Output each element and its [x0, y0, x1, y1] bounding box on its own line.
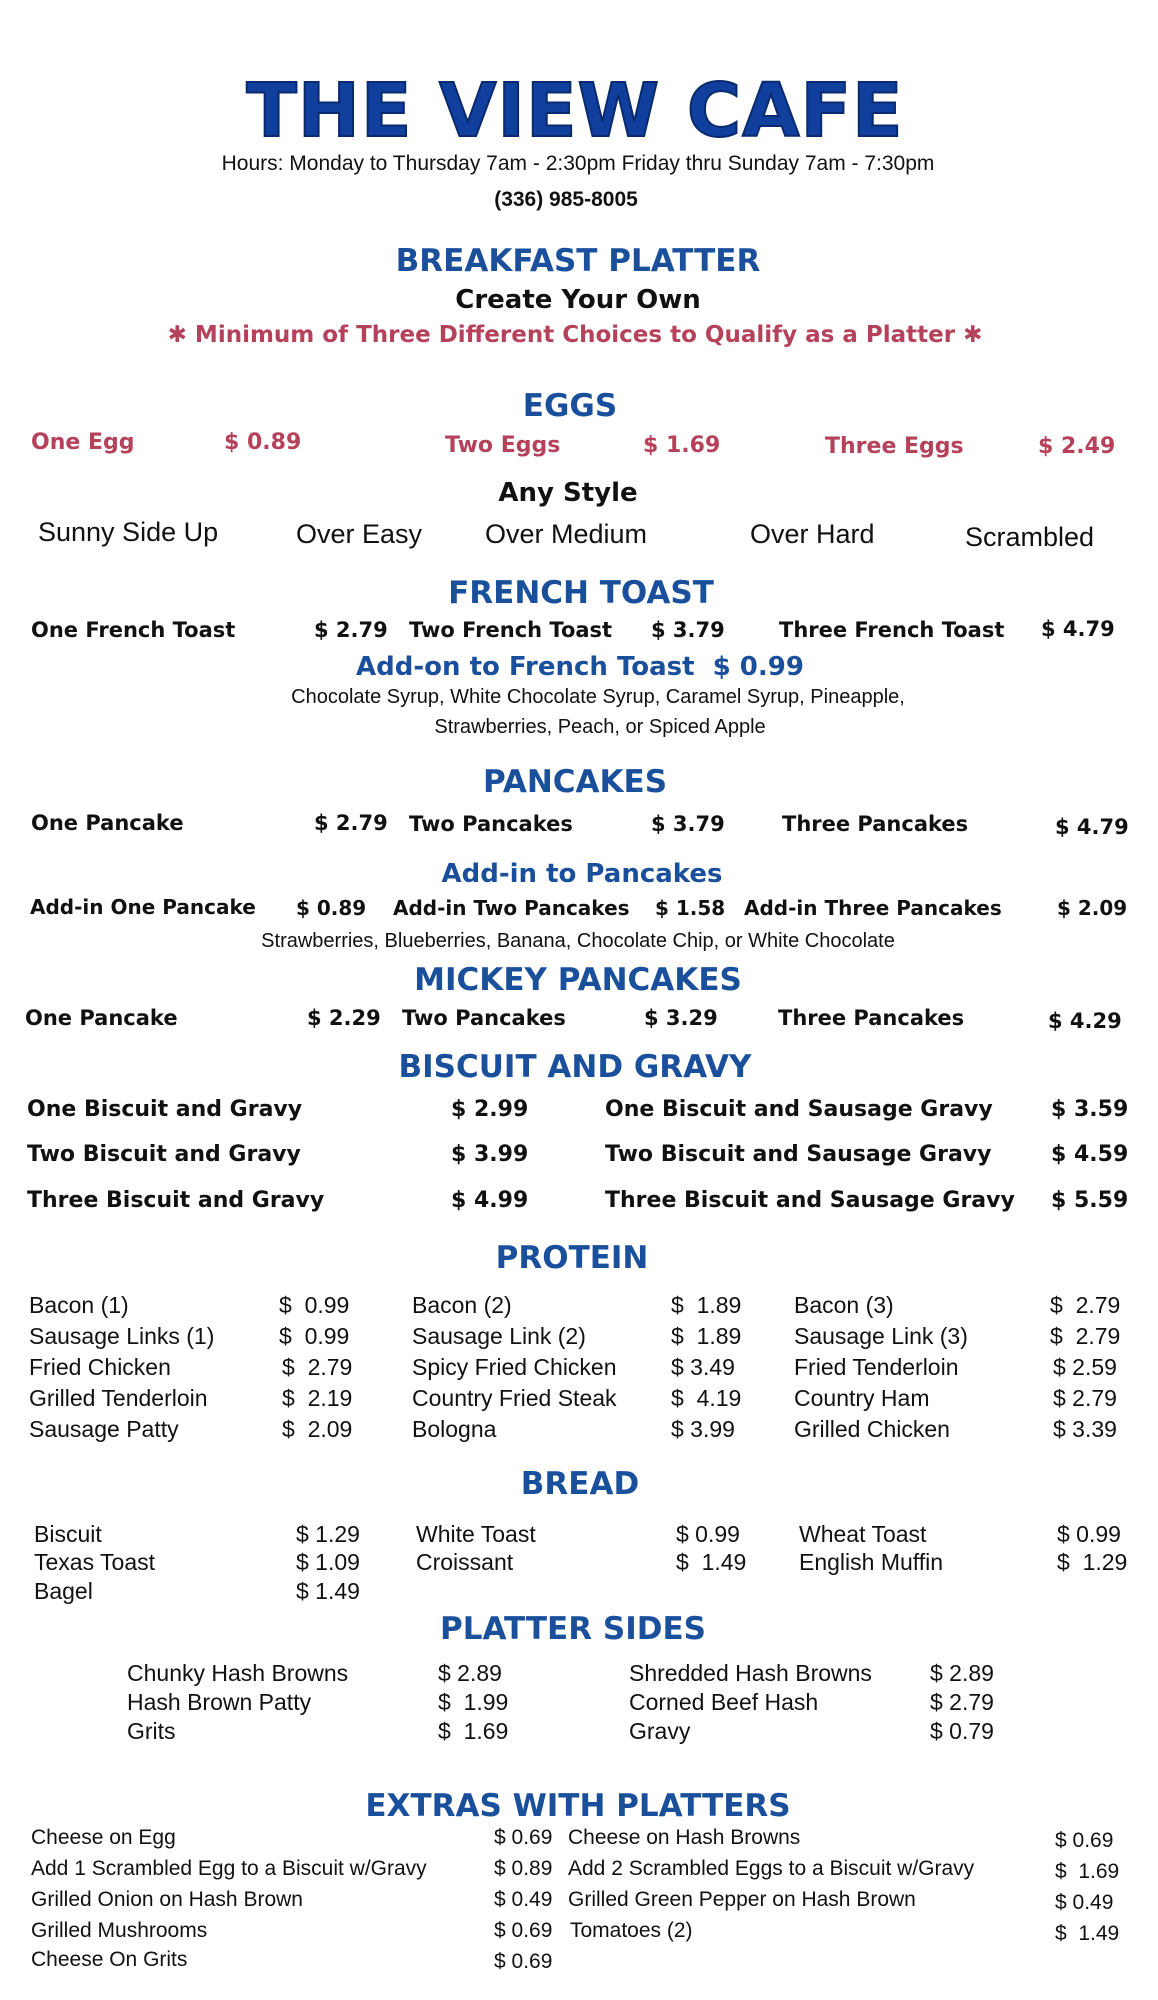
french-toast-addon-heading: Add-on to French Toast $ 0.99: [356, 652, 804, 682]
side-name: Hash Brown Patty: [127, 1689, 312, 1715]
extra-price: $ 0.69: [494, 1950, 553, 1973]
extra-price: $ 0.89: [494, 1857, 553, 1880]
french-toast-heading: FRENCH TOAST: [448, 575, 714, 611]
sides-heading: PLATTER SIDES: [440, 1611, 706, 1647]
bread-price: $ 0.99: [676, 1521, 740, 1547]
extra-price: $ 1.49: [1055, 1922, 1120, 1945]
egg-style: Sunny Side Up: [38, 517, 219, 547]
protein-name: Sausage Patty: [29, 1416, 179, 1442]
protein-name: Sausage Link (3): [794, 1323, 968, 1349]
biscuit-name: Three Biscuit and Gravy: [27, 1188, 325, 1213]
protein-price: $ 0.99: [279, 1323, 350, 1349]
french-toast-price: $ 3.79: [651, 618, 725, 642]
bread-price: $ 1.09: [296, 1549, 360, 1575]
side-name: Gravy: [629, 1718, 691, 1744]
side-name: Shredded Hash Browns: [629, 1660, 872, 1686]
protein-name: Fried Chicken: [29, 1354, 171, 1380]
extra-price: $ 1.69: [1055, 1860, 1120, 1883]
protein-price: $ 2.19: [282, 1385, 353, 1411]
mickey-name: Three Pancakes: [778, 1006, 965, 1030]
mickey-heading: MICKEY PANCAKES: [414, 962, 742, 998]
egg-item-name: One Egg: [31, 430, 135, 455]
platter-note: ✱ Minimum of Three Different Choices to Qualify as a Platter ✱: [167, 322, 983, 348]
extra-price: $ 0.49: [494, 1888, 553, 1911]
extra-name: Grilled Green Pepper on Hash Brown: [568, 1888, 916, 1911]
pancake-addin-price: $ 1.58: [655, 896, 726, 920]
egg-item-price: $ 2.49: [1038, 434, 1116, 459]
protein-price: $ 3.39: [1053, 1416, 1117, 1442]
extra-name: Cheese on Hash Browns: [568, 1826, 801, 1849]
mickey-name: One Pancake: [25, 1006, 178, 1030]
protein-price: $ 4.19: [671, 1385, 742, 1411]
biscuit-heading: BISCUIT AND GRAVY: [398, 1049, 752, 1085]
extra-price: $ 0.49: [1055, 1891, 1114, 1914]
protein-name: Bacon (3): [794, 1292, 894, 1318]
french-toast-name: Three French Toast: [779, 618, 1005, 642]
eggs-heading: EGGS: [522, 388, 618, 424]
side-name: Grits: [127, 1718, 176, 1744]
pancake-addin-name: Add-in Three Pancakes: [744, 896, 1002, 920]
pancake-addin-heading: Add-in to Pancakes: [441, 859, 723, 889]
protein-price: $ 1.89: [671, 1292, 742, 1318]
extra-name: Add 2 Scrambled Eggs to a Biscuit w/Gravy: [568, 1857, 975, 1880]
extra-name: Grilled Onion on Hash Brown: [31, 1888, 303, 1911]
side-name: Corned Beef Hash: [629, 1689, 819, 1715]
protein-price: $ 3.99: [671, 1416, 735, 1442]
breakfast-subheading: Create Your Own: [455, 285, 701, 315]
protein-name: Spicy Fried Chicken: [412, 1354, 617, 1380]
egg-style: Over Medium: [485, 519, 648, 549]
bread-name: Biscuit: [34, 1521, 102, 1547]
biscuit-name: One Biscuit and Gravy: [27, 1097, 303, 1122]
protein-price: $ 2.79: [1053, 1385, 1117, 1411]
pancake-addin-options: Strawberries, Blueberries, Banana, Chocolate Chip, or White Chocolate: [261, 930, 895, 952]
protein-price: $ 3.49: [671, 1354, 735, 1380]
egg-style: Scrambled: [965, 522, 1095, 552]
egg-style: Over Hard: [750, 519, 875, 549]
protein-price: $ 0.99: [279, 1292, 350, 1318]
extra-name: Add 1 Scrambled Egg to a Biscuit w/Gravy: [31, 1857, 427, 1880]
side-price: $ 1.99: [438, 1689, 509, 1715]
biscuit-price: $ 5.59: [1051, 1188, 1129, 1213]
phone-number: (336) 985-8005: [494, 188, 638, 211]
biscuit-price: $ 3.99: [451, 1142, 529, 1167]
egg-style: Over Easy: [296, 519, 423, 549]
protein-name: Bologna: [412, 1416, 497, 1442]
extra-name: Grilled Mushrooms: [31, 1919, 208, 1942]
extras-heading: EXTRAS WITH PLATTERS: [365, 1788, 791, 1824]
mickey-price: $ 3.29: [644, 1006, 718, 1030]
side-price: $ 1.69: [438, 1718, 509, 1744]
extra-price: $ 0.69: [494, 1919, 553, 1942]
pancake-addin-name: Add-in Two Pancakes: [393, 896, 630, 920]
pancake-addin-price: $ 0.89: [296, 896, 367, 920]
pancake-addin-price: $ 2.09: [1057, 896, 1128, 920]
french-toast-addon-options: Chocolate Syrup, White Chocolate Syrup, Caramel Syrup, Pineapple,: [291, 686, 905, 708]
pancake-name: Three Pancakes: [782, 812, 969, 836]
pancake-name: Two Pancakes: [409, 812, 573, 836]
protein-name: Country Ham: [794, 1385, 930, 1411]
page-title: THE VIEW CAFE: [246, 68, 904, 154]
protein-name: Fried Tenderloin: [794, 1354, 959, 1380]
egg-item-name: Two Eggs: [445, 433, 561, 458]
side-name: Chunky Hash Browns: [127, 1660, 349, 1686]
bread-name: Bagel: [34, 1578, 93, 1604]
side-price: $ 0.79: [930, 1718, 994, 1744]
extra-name: Cheese on Egg: [31, 1826, 176, 1849]
mickey-name: Two Pancakes: [402, 1006, 566, 1030]
bread-name: English Muffin: [799, 1549, 944, 1575]
biscuit-name: Two Biscuit and Gravy: [27, 1142, 301, 1167]
pancakes-heading: PANCAKES: [482, 764, 668, 800]
pancake-price: $ 3.79: [651, 812, 725, 836]
any-style-label: Any Style: [498, 478, 638, 508]
extra-name: Tomatoes (2): [570, 1919, 693, 1942]
extra-price: $ 0.69: [494, 1826, 553, 1849]
bread-price: $ 1.49: [676, 1549, 747, 1575]
protein-heading: PROTEIN: [495, 1240, 649, 1276]
breakfast-heading: BREAKFAST PLATTER: [395, 243, 761, 279]
bread-name: Wheat Toast: [799, 1521, 927, 1547]
bread-heading: BREAD: [520, 1466, 640, 1502]
bread-name: Texas Toast: [34, 1549, 156, 1575]
mickey-price: $ 4.29: [1048, 1009, 1122, 1033]
side-price: $ 2.79: [930, 1689, 994, 1715]
protein-name: Sausage Links (1): [29, 1323, 215, 1349]
egg-item-price: $ 1.69: [643, 433, 721, 458]
protein-price: $ 2.79: [1050, 1292, 1121, 1318]
protein-price: $ 2.59: [1053, 1354, 1117, 1380]
side-price: $ 2.89: [438, 1660, 502, 1686]
protein-name: Grilled Tenderloin: [29, 1385, 208, 1411]
bread-price: $ 0.99: [1057, 1521, 1121, 1547]
protein-price: $ 2.79: [282, 1354, 353, 1380]
biscuit-name: Three Biscuit and Sausage Gravy: [605, 1188, 1015, 1213]
biscuit-price: $ 4.99: [451, 1188, 529, 1213]
french-toast-price: $ 2.79: [314, 618, 388, 642]
french-toast-name: Two French Toast: [409, 618, 613, 642]
biscuit-name: Two Biscuit and Sausage Gravy: [605, 1142, 992, 1167]
protein-price: $ 2.09: [282, 1416, 353, 1442]
bread-price: $ 1.29: [296, 1521, 360, 1547]
biscuit-name: One Biscuit and Sausage Gravy: [605, 1097, 993, 1122]
protein-price: $ 1.89: [671, 1323, 742, 1349]
egg-item-price: $ 0.89: [224, 430, 302, 455]
pancake-name: One Pancake: [31, 811, 184, 835]
pancake-price: $ 4.79: [1055, 815, 1129, 839]
egg-item-name: Three Eggs: [825, 434, 964, 459]
pancake-price: $ 2.79: [314, 811, 388, 835]
biscuit-price: $ 2.99: [451, 1097, 529, 1122]
extra-name: Cheese On Grits: [31, 1948, 188, 1971]
bread-price: $ 1.49: [296, 1578, 360, 1604]
protein-name: Bacon (1): [29, 1292, 129, 1318]
protein-price: $ 2.79: [1050, 1323, 1121, 1349]
pancake-addin-name: Add-in One Pancake: [30, 895, 256, 919]
biscuit-price: $ 3.59: [1051, 1097, 1129, 1122]
hours-text: Hours: Monday to Thursday 7am - 2:30pm Friday thru Sunday 7am - 7:30pm: [221, 152, 935, 175]
french-toast-addon-options: Strawberries, Peach, or Spiced Apple: [434, 716, 766, 738]
bread-price: $ 1.29: [1057, 1549, 1128, 1575]
protein-name: Country Fried Steak: [412, 1385, 617, 1411]
extra-price: $ 0.69: [1055, 1829, 1114, 1852]
french-toast-name: One French Toast: [31, 618, 236, 642]
protein-name: Sausage Link (2): [412, 1323, 586, 1349]
biscuit-price: $ 4.59: [1051, 1142, 1129, 1167]
side-price: $ 2.89: [930, 1660, 994, 1686]
bread-name: Croissant: [416, 1549, 514, 1575]
bread-name: White Toast: [416, 1521, 536, 1547]
protein-name: Bacon (2): [412, 1292, 512, 1318]
protein-name: Grilled Chicken: [794, 1416, 950, 1442]
mickey-price: $ 2.29: [307, 1006, 381, 1030]
french-toast-price: $ 4.79: [1041, 617, 1115, 641]
